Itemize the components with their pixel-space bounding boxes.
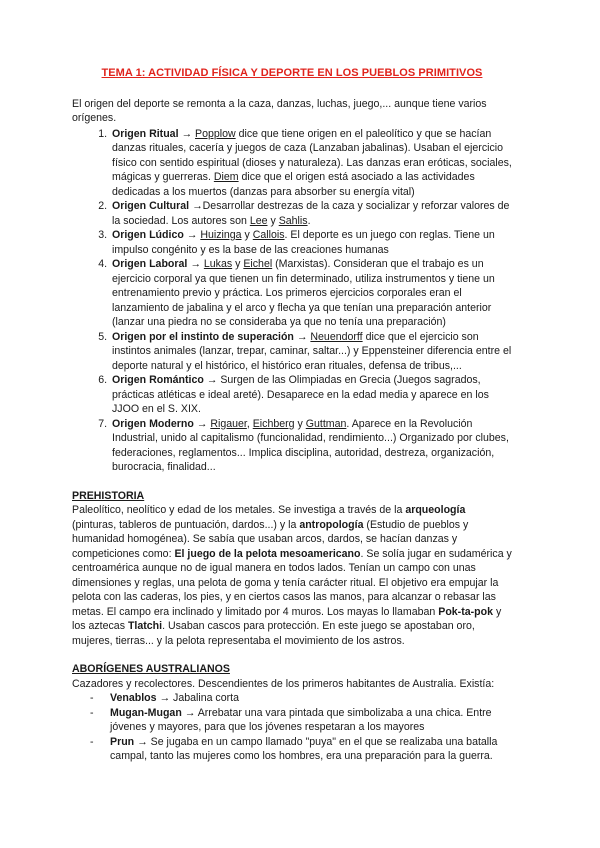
list-item-prun: [90, 735, 512, 764]
origin-item-ludico: [110, 228, 512, 257]
conjunction: y: [244, 229, 250, 241]
origin-text: . El deporte es un juego con reglas. Tiene un impulso congénito y es la base de las creaciones humanas: [112, 229, 495, 256]
text-run: . Se solía jugar en sudamérica y centroamérica aunque no de igual manera en todos lados. Tenían un campo con unas dimensiones y reglas, una pelota de goma y tenía carácter ritual. El objetivo era empujar la pelota con las caderas, los pies, y en ciertos casos las manos, para alcanzar o rebasar las metas. El campo era inclinado y limitado por 4 muros. Los mayas lo llamaban: [72, 547, 512, 618]
author-link: Rigauer: [210, 417, 247, 430]
item-text: Arrebatar una vara pintada que simbolizaba a una chica. Entre jóvenes y mayores, para que los jóvenes respetaran a los mayores: [110, 706, 492, 733]
author-link: Guttman: [305, 417, 347, 430]
conjunction: y: [235, 258, 241, 270]
bold-term: antropología: [299, 518, 364, 531]
text-run: y los aztecas: [72, 605, 502, 632]
author-link: Diem: [213, 171, 239, 183]
origin-name: Origen Romántico: [112, 374, 204, 386]
origin-item-laboral: [110, 257, 512, 330]
dash-bullet: -: [90, 735, 94, 748]
document-title: TEMA 1: ACTIVIDAD FÍSICA Y DEPORTE EN LOS PUEBLOS PRIMITIVOS: [101, 67, 483, 79]
origin-text: . Aparece en la Revolución Industrial, unido al capitalismo (funcionalidad, rendimiento...) Organizado por clubes, federaciones, reglamentos... Implica disciplina, autoridad, destreza, organización, burocracia, finalidad...: [112, 417, 509, 473]
author-link: Huizinga: [200, 229, 242, 241]
arrow-glyph: →: [196, 417, 208, 430]
section-heading-aborigenes: ABORÍGENES AUSTRALIANOS: [72, 663, 230, 675]
conjunction: y: [297, 417, 303, 430]
author-link: Lee: [249, 214, 268, 227]
item-text: Se jugaba en un campo llamado "puya" en el que se realizaba una batalla campal, tanto las mujeres como los hombres, era una preparación para la guerra.: [110, 735, 498, 762]
origin-text: (Marxistas). Consideran que el trabajo es un ejercicio corporal ya que tienen un fin determinado, utiliza instrumentos y tiene un entrenamiento previo y práctica. Los primeros ejercicios corporales eran el lanzamiento de jabalina y el arco y flecha ya que tenían una preparación anterior (lanzar una piedra no se consideraba ya que no tenía una preparación): [112, 258, 495, 328]
text-run: (pinturas, tableros de puntuación, dardos...) y la: [72, 518, 300, 531]
origin-item-cultural: [110, 199, 512, 228]
bold-term: Tlatchi: [127, 620, 163, 632]
origin-text: dice que el origen está asociado a las actividades dedicadas a los muertos (danzas para absorber su energía vital): [112, 171, 475, 198]
item-text: Jabalina corta: [173, 692, 239, 704]
prehistoria-paragraph: [72, 503, 512, 648]
origin-name: Origen Cultural: [112, 200, 190, 212]
origin-name: Origen Ritual: [112, 127, 179, 140]
bold-term: El juego de la pelota mesoamericano: [174, 547, 361, 560]
origin-item-moderno: [110, 417, 512, 475]
origin-name: Origen Moderno: [112, 417, 194, 430]
author-link: Neuendorff: [310, 330, 363, 343]
aborigenes-list: [72, 691, 512, 764]
text-run: (Estudio de pueblos y humanidad homogénea). Se sabía que usaban arcos, dardos, se hacían danzas y competiciones como:: [72, 518, 469, 560]
origin-name: Origen Laboral: [112, 258, 188, 270]
conjunction: y: [270, 214, 276, 227]
arrow-glyph: →: [192, 200, 203, 212]
origin-text: dice que tiene origen en el paleolítico y que se hacían danzas rituales, cacería y juegos de caza (Lanzaban jabalinas). Usaban el ejercicio físico con sentido espiritual (dioses y naturaleza). Las danzas eran eróticas, sociales, mágicas y guerreras.: [112, 127, 512, 183]
origin-text: dice que el ejercicio son instintos animales (lanzar, trepar, caminar, saltar...) y Eppensteiner diferencia entre el deporte natural y el histórico, el histórico eran rituales, defensa de tribus,...: [112, 330, 512, 372]
arrow-glyph: →: [137, 735, 148, 748]
author-link: Lukas: [203, 258, 233, 270]
arrow-glyph: →: [206, 374, 218, 386]
origin-item-superacion: [110, 330, 512, 374]
list-item-venablos: [90, 691, 512, 706]
origin-text: Surgen de las Olimpiadas en Grecia (Juegos sagrados, prácticas atléticas e ideal areté). Desaparece en la edad media y aparece en los JJOO en el S. XIX.: [112, 374, 489, 415]
bold-term: Pok-ta-pok: [438, 605, 493, 618]
arrow-glyph: →: [190, 258, 201, 270]
arrow-glyph: →: [181, 127, 193, 140]
arrow-glyph: →: [186, 229, 198, 241]
item-name: Mugan-Mugan: [110, 706, 182, 719]
dash-bullet: -: [90, 706, 94, 719]
author-link: Sahlis: [278, 214, 308, 227]
list-item-mugan-mugan: [90, 706, 512, 735]
origins-list: [72, 127, 512, 475]
author-link: Popplow: [195, 127, 236, 140]
origin-text: Desarrollar destrezas de la caza y socializar y reforzar valores de la sociedad. Los autores son: [112, 200, 510, 227]
item-name: Venablos: [110, 692, 157, 704]
arrow-glyph: →: [184, 706, 196, 719]
arrow-glyph: →: [296, 330, 308, 343]
section-heading-prehistoria: PREHISTORIA: [72, 489, 145, 502]
text-run: . Usaban cascos para protección. En este juego se apostaban oro, mujeres, tierras... y la pelota representaba el movimiento de los astros.: [72, 620, 475, 647]
origin-text: .: [307, 214, 311, 227]
author-link: Eichel: [243, 258, 273, 270]
origin-name: Origen por el instinto de superación: [112, 330, 294, 343]
aborigenes-intro: Cazadores y recolectores. Descendientes de los primeros habitantes de Australia. Existía:: [72, 677, 495, 690]
origin-item-romantico: [110, 373, 512, 417]
comma: ,: [246, 417, 250, 430]
intro-paragraph: El origen del deporte se remonta a la caza, danzas, luchas, juego,... aunque tiene varios orígenes.: [72, 97, 487, 124]
arrow-glyph: →: [159, 692, 171, 704]
bold-term: arqueología: [405, 504, 466, 516]
author-link: Callois: [252, 229, 285, 241]
origin-item-ritual: [110, 127, 512, 200]
item-name: Prun: [110, 735, 135, 748]
text-run: Paleolítico, neolítico y edad de los metales. Se investiga a través de la: [72, 504, 406, 516]
author-link: Eichberg: [252, 417, 295, 430]
origin-name: Origen Lúdico: [112, 229, 184, 241]
dash-bullet: -: [90, 692, 94, 704]
